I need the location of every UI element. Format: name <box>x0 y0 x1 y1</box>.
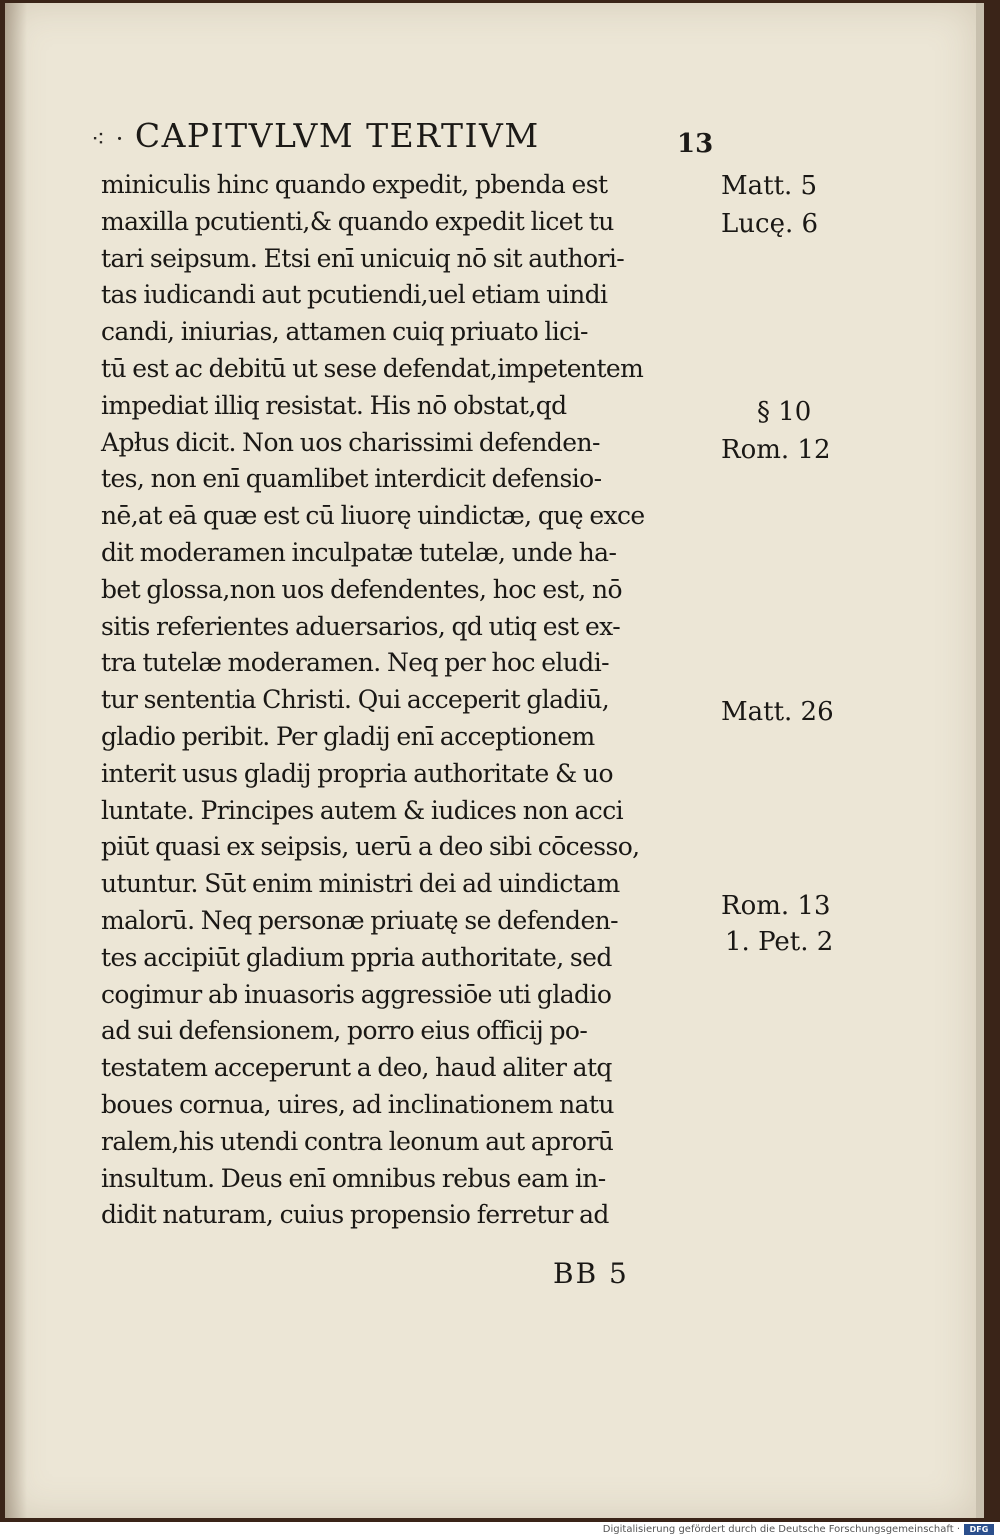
text-line: sitis referientes aduersarios, qd utiq est ex- <box>101 611 621 641</box>
text-line: testatem acceperunt a deo, haud aliter atq <box>101 1053 612 1083</box>
text-line: bet glossa,non uos defendentes, hoc est, nō <box>101 574 622 604</box>
text-line: utuntur. Sūt enim ministri dei ad uindictam <box>101 869 620 899</box>
chapter-title: CAPITVLVM TERTIVM <box>134 116 540 155</box>
text-line: impediat illiq resistat. His nō obstat,qd <box>101 390 567 420</box>
text-line: tes accipiūt gladium ppria authoritate, sed <box>101 942 612 972</box>
text-line: cogimur ab inuasoris aggressiōe uti gladio <box>101 979 612 1009</box>
text-line: dit moderamen inculpatæ tutelæ, unde ha- <box>101 537 617 567</box>
marginal-matt-5: Matt. 5 <box>721 171 818 201</box>
text-line: didit naturam, cuius propensio ferretur ad <box>101 1200 609 1230</box>
marginal-rom-12: Rom. 12 <box>721 435 831 465</box>
marginal-matt-26: Matt. 26 <box>721 697 834 727</box>
text-line: luntate. Principes autem & iudices non acci <box>101 795 623 825</box>
marginal-rom-13: Rom. 13 <box>721 891 831 921</box>
text-line: tū est ac debitū ut sese defendat,impetentem <box>101 353 644 383</box>
dfg-logo: DFG <box>964 1524 994 1535</box>
text-line: ad sui defensionem, porro eius officij po- <box>101 1016 588 1046</box>
text-line: malorū. Neq personæ priuatę se defenden- <box>101 905 619 935</box>
folio-number: 13 <box>677 129 714 159</box>
spine-shadow <box>5 3 27 1518</box>
marginal-section-10: § 10 <box>757 397 812 427</box>
marginal-1-pet-2: 1. Pet. 2 <box>725 927 834 957</box>
text-line: tes, non enī quamlibet interdicit defensio- <box>101 464 602 494</box>
text-line: tur sententia Christi. Qui acceperit gladiū, <box>101 685 610 715</box>
text-line: boues cornua, uires, ad inclinationem natu <box>101 1089 614 1119</box>
text-line: interit usus gladij propria authoritate & uo <box>101 758 613 788</box>
text-line: gladio peribit. Per gladij enī acceptionem <box>101 721 595 751</box>
text-line: maxilla pcutienti,& quando expedit licet tu <box>101 206 614 236</box>
running-head <box>91 116 540 155</box>
text-line: ralem,his utendi contra leonum aut aprorū <box>101 1126 614 1156</box>
text-line: nē,at eā quæ est cū liuorę uindictæ, quę exce <box>101 501 645 531</box>
signature-mark: BB 5 <box>553 1257 629 1290</box>
text-line: tari seipsum. Etsi enī unicuiq nō sit authori- <box>101 243 625 273</box>
credit-bar <box>0 1522 1000 1537</box>
book-page <box>5 3 984 1518</box>
marginal-luc-6: Lucę. 6 <box>721 209 819 239</box>
text-line: tas iudicandi aut pcutiendi,uel etiam uindi <box>101 280 608 310</box>
text-line: tra tutelæ moderamen. Neq per hoc eludi- <box>101 648 609 678</box>
running-head-mark: ⁖ · <box>91 125 125 153</box>
text-line: candi, iniurias, attamen cuiq priuato lici- <box>101 317 588 347</box>
text-line: Apłus dicit. Non uos charissimi defenden- <box>101 427 600 457</box>
funding-credit: Digitalisierung gefördert durch die Deutsche Forschungsgemeinschaft · <box>602 1524 960 1535</box>
text-line: insultum. Deus enī omnibus rebus eam in- <box>101 1163 606 1193</box>
text-line: piūt quasi ex seipsis, uerū a deo sibi cōcesso, <box>101 832 640 862</box>
main-text-block <box>101 167 713 1234</box>
text-line: miniculis hinc quando expedit, pbenda est <box>101 170 608 199</box>
